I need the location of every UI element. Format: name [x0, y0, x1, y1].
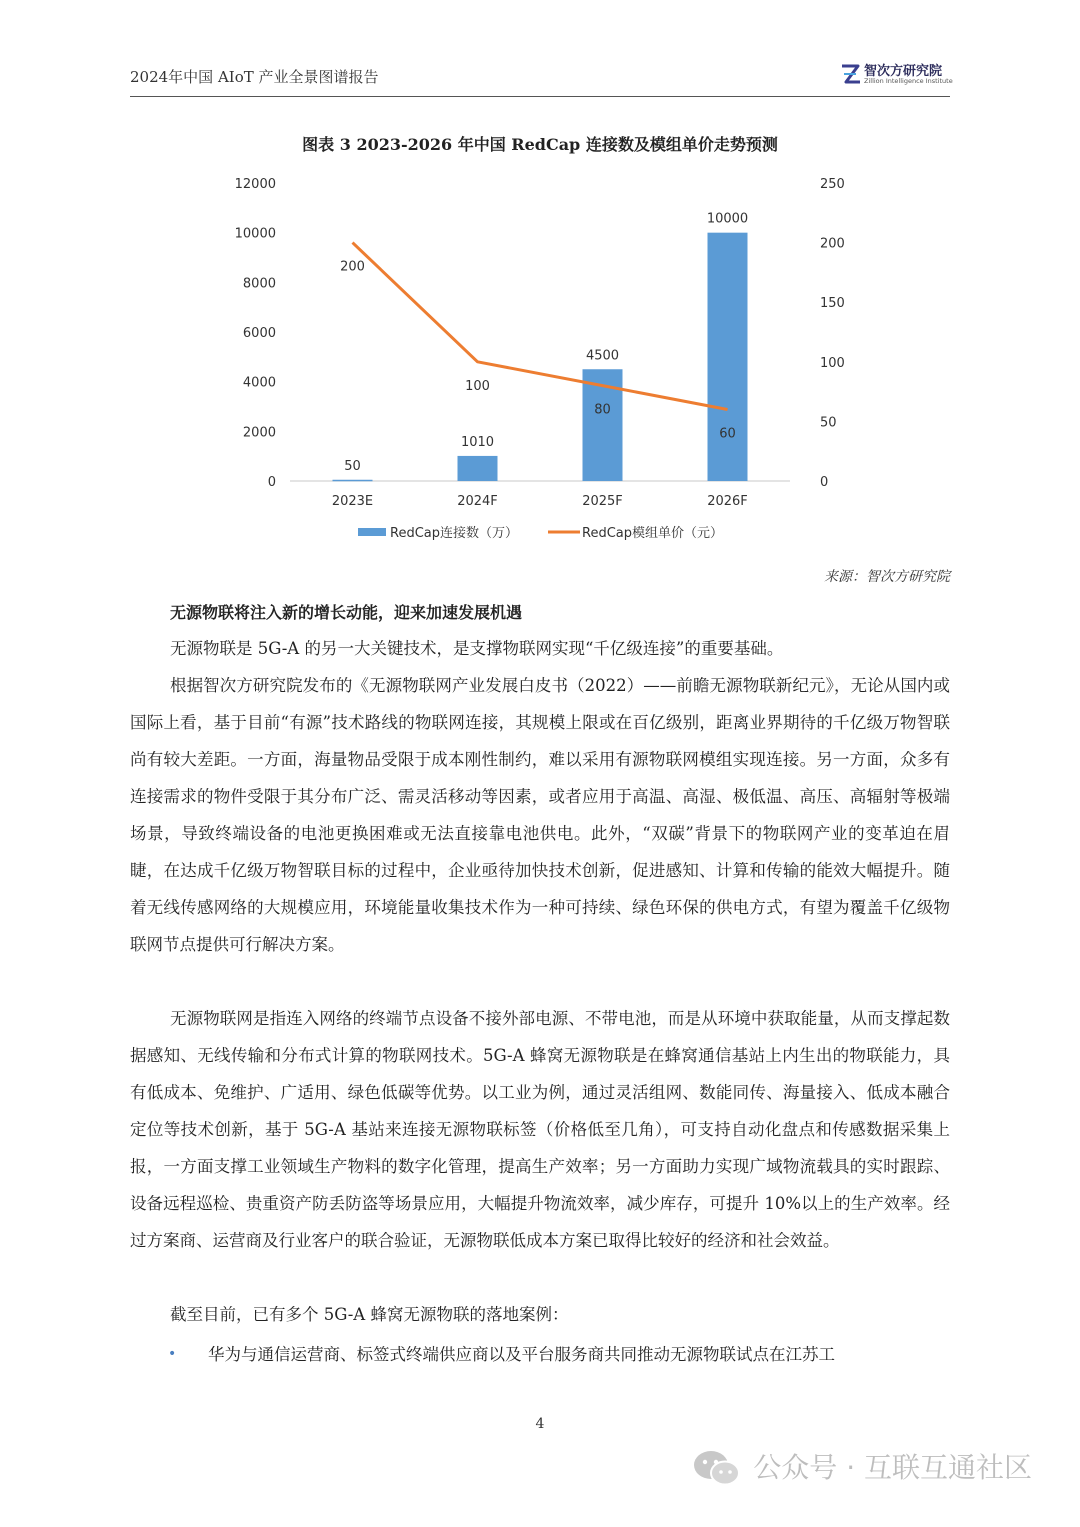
left-axis-tick-1: 2000 [242, 425, 276, 441]
right-axis-tick-4: 200 [820, 236, 845, 252]
line-label-2026F: 60 [719, 426, 736, 442]
bullet-text: 华为与通信运营商、标签式终端供应商以及平台服务商共同推动无源物联试点在江苏工 [208, 1345, 835, 1364]
logo-mark-icon [840, 62, 862, 86]
page-header [130, 56, 953, 97]
logo-name-cn: 智次方研究院 [864, 64, 943, 79]
wechat-account-name: 公众号 · 互联互通社区 [753, 1451, 1032, 1484]
right-axis-tick-2: 100 [820, 355, 845, 371]
figure-title: 图表 3 2023-2026 年中国 RedCap 连接数及模组单价走势预测 [302, 135, 778, 154]
redcap-chart [200, 168, 880, 548]
right-axis-tick-0: 0 [820, 475, 829, 490]
price-line [353, 243, 728, 410]
bar-label-2026F: 10000 [706, 211, 749, 227]
left-axis-tick-6: 12000 [234, 177, 276, 192]
line-label-2023E: 200 [340, 259, 365, 275]
logo-name-en: Zillion Intelligence Institute [864, 77, 953, 85]
category-label-2025F: 2025F [582, 494, 623, 509]
bar-2026F [708, 233, 748, 481]
bar-2024F [458, 456, 498, 481]
wechat-icon [691, 1448, 743, 1488]
institute-logo [840, 60, 953, 90]
legend-swatch-connections [358, 528, 386, 536]
category-label-2023E: 2023E [331, 494, 374, 509]
bullet-dot-icon: • [168, 1346, 177, 1362]
legend-label-price: RedCap模组单价（元） [582, 526, 723, 541]
bar-label-2025F: 4500 [585, 348, 620, 364]
wechat-footer [753, 1446, 1032, 1486]
line-label-2025F: 80 [594, 402, 611, 418]
category-label-2026F: 2026F [707, 494, 748, 509]
figure-source: 来源：智次方研究院 [824, 569, 950, 585]
section-heading: 无源物联将注入新的增长动能，迎来加速发展机遇 [170, 603, 523, 622]
bar-label-2024F: 1010 [460, 434, 495, 450]
left-axis-tick-5: 10000 [234, 226, 276, 242]
right-axis-tick-1: 50 [820, 415, 837, 431]
left-axis-tick-0: 0 [267, 475, 276, 490]
right-axis-tick-3: 150 [820, 296, 845, 312]
left-axis-tick-4: 8000 [242, 276, 276, 292]
left-axis-tick-2: 4000 [242, 375, 276, 391]
paragraph-3: 无源物联网是指连入网络的终端节点设备不接外部电源、不带电池，而是从环境中获取能量，从而支撑起数据感知、无线传输和分布式计算的物联网技术。5G-A 蜂窝无源物联是在蜂窝通信基站上内生出的物联能力，具有低成本、免维护、广适用、绿色低碳等优势。以工业为例，通过灵活组网、数能同传、海量接入、低成本融合定位等技术创新，基于 5G-A 基站来连接无源物联标签（价格低至几角），可支持自动化盘点和传感数据采集上报，一方面支撑工业领域生产物料的数字化管理，提高生产效率；另一方面助力实现广域物流载具的实时跟踪、设备远程巡检、贵重资产防丢防盗等场景应用，大幅提升物流效率，减少库存，可提升 10%以上的生产效率。经过方案商、运营商及行业客户的联合验证，无源物联低成本方案已取得比较好的经济和社会效益。 [130, 1009, 950, 1250]
bar-label-2023E: 50 [344, 458, 361, 474]
page-number: 4 [535, 1416, 545, 1432]
left-axis-tick-3: 6000 [242, 326, 276, 341]
paragraph-4: 截至目前，已有多个 5G-A 蜂窝无源物联的落地案例： [170, 1305, 569, 1324]
report-title: 2024年中国 AIoT 产业全景图谱报告 [130, 68, 379, 86]
right-axis-tick-5: 250 [820, 177, 845, 192]
paragraph-1: 无源物联是 5G-A 的另一大关键技术，是支撑物联网实现“千亿级连接”的重要基础。 [170, 639, 784, 658]
line-label-2024F: 100 [465, 378, 490, 394]
bar-2023E [333, 480, 373, 482]
legend-label-connections: RedCap连接数（万） [390, 526, 518, 541]
category-label-2024F: 2024F [457, 494, 498, 509]
paragraph-2: 根据智次方研究院发布的《无源物联网产业发展白皮书（2022）——前瞻无源物联新纪元》，无论从国内或国际上看，基于目前“有源”技术路线的物联网连接，其规模上限或在百亿级别，距离业界期待的千亿级万物智联尚有较大差距。一方面，海量物品受限于成本刚性制约，难以采用有源物联网模组实现连接。另一方面，众多有连接需求的物件受限于其分布广泛、需灵活移动等因素，或者应用于高温、高湿、极低温、高压、高辐射等极端场景，导致终端设备的电池更换困难或无法直接靠电池供电。此外，“双碳”背景下的物联网产业的变革迫在眉睫，在达成千亿级万物智联目标的过程中，企业亟待加快技术创新，促进感知、计算和传输的能效大幅提升。随着无线传感网络的大规模应用，环境能量收集技术作为一种可持续、绿色环保的供电方式，有望为覆盖千亿级物联网节点提供可行解决方案。 [130, 676, 950, 954]
